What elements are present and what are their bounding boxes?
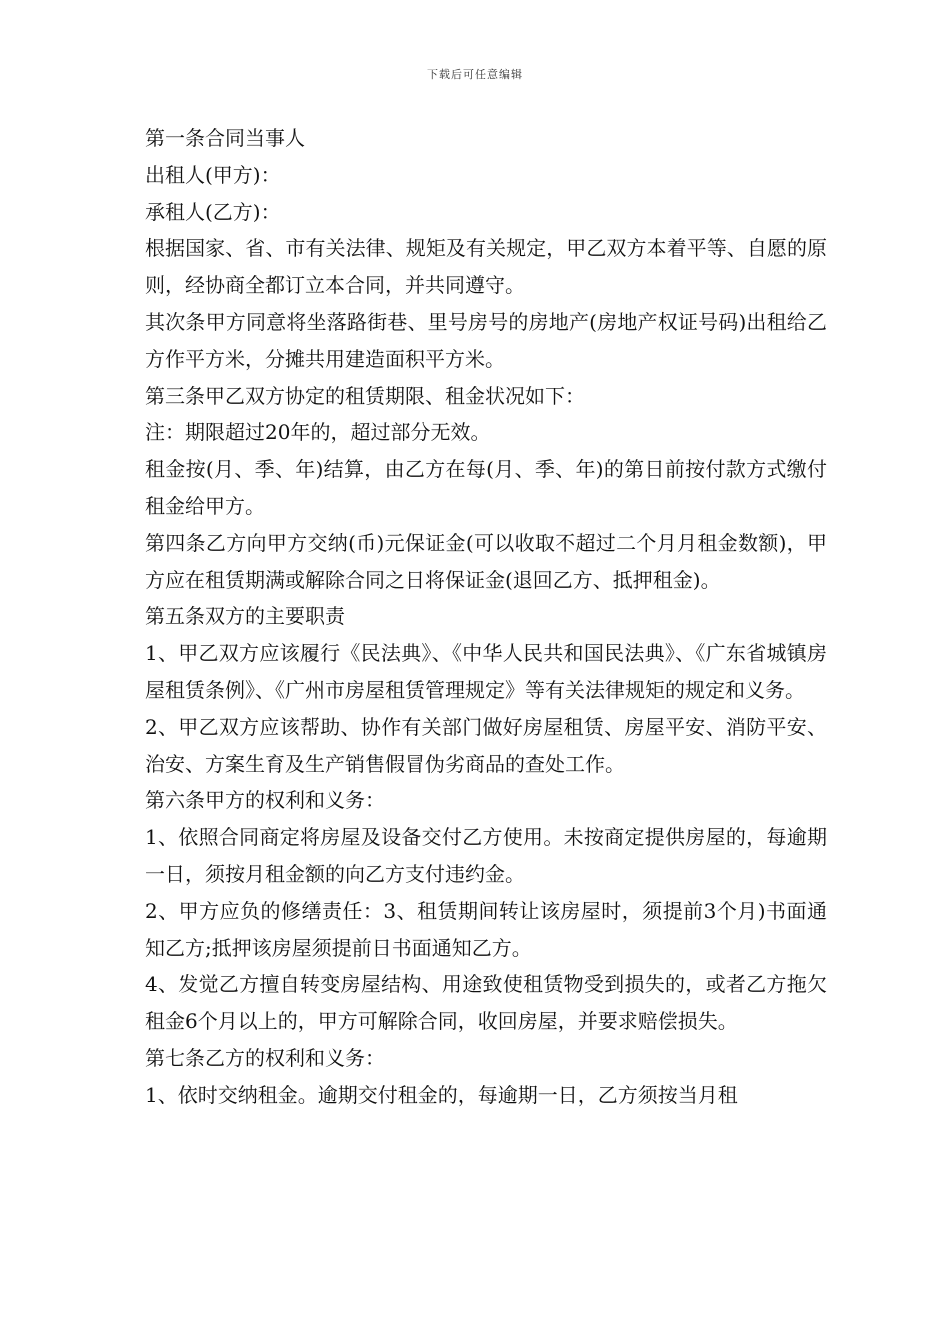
list-item: 2、甲方应负的修缮责任：3、租赁期间转让该房屋时，须提前3个月)书面通知乙方;抵押该房屋须提前日书面通知乙方。 (145, 898, 827, 960)
list-item: 4、发觉乙方擅自转变房屋结构、用途致使租赁物受到损失的，或者乙方拖欠租金6个月以上的，甲方可解除合同，收回房屋，并要求赔偿损失。 (145, 972, 827, 1034)
list-item: 1、依照合同商定将房屋及设备交付乙方使用。未按商定提供房屋的，每逾期一日，须按月租金额的向乙方支付违约金。 (145, 825, 827, 886)
list-item: 1、依时交纳租金。逾期交付租金的，每逾期一日，乙方须按当月租 (145, 1082, 738, 1107)
lessee-line: 承租人(乙方)： (145, 199, 281, 224)
clause-heading: 第三条甲乙双方协定的租赁期限、租金状况如下： (145, 383, 585, 408)
clause-heading: 第五条双方的主要职责 (145, 604, 345, 629)
preamble-paragraph: 根据国家、省、市有关法律、规矩及有关规定，甲乙双方本着平等、自愿的原则，经协商全都订立本合同，并共同遵守。 (145, 236, 827, 298)
clause-heading: 第七条乙方的权利和义务： (145, 1045, 385, 1070)
list-item: 2、甲乙双方应该帮助、协作有关部门做好房屋租赁、房屋平安、消防平安、治安、方案生育及生产销售假冒伪劣商品的查处工作。 (145, 714, 827, 776)
clause-paragraph: 其次条甲方同意将坐落路街巷、里号房号的房地产(房地产权证号码)出租给乙方作平方米，分摊共用建造面积平方米。 (145, 309, 827, 371)
page-header: 下载后可任意编辑 (427, 68, 523, 81)
document-body (145, 120, 827, 1114)
rent-paragraph: 租金按(月、季、年)结算，由乙方在每(月、季、年)的第日前按付款方式缴付租金给甲方。 (145, 457, 827, 518)
clause-heading: 第一条合同当事人 (145, 126, 305, 150)
note-paragraph: 注：期限超过20年的，超过部分无效。 (145, 420, 491, 445)
clause-heading: 第六条甲方的权利和义务： (145, 788, 385, 813)
deposit-paragraph: 第四条乙方向甲方交纳(币)元保证金(可以收取不超过二个月月租金数额)，甲方应在租赁期满或解除合同之日将保证金(退回乙方、抵押租金)。 (145, 530, 827, 592)
lessor-line: 出租人(甲方)： (145, 162, 281, 187)
list-item: 1、甲乙双方应该履行《民法典》、《中华人民共和国民法典》、《广东省城镇房屋租赁条例》、《广州市房屋租赁管理规定》等有关法律规矩的规定和义务。 (145, 641, 827, 702)
